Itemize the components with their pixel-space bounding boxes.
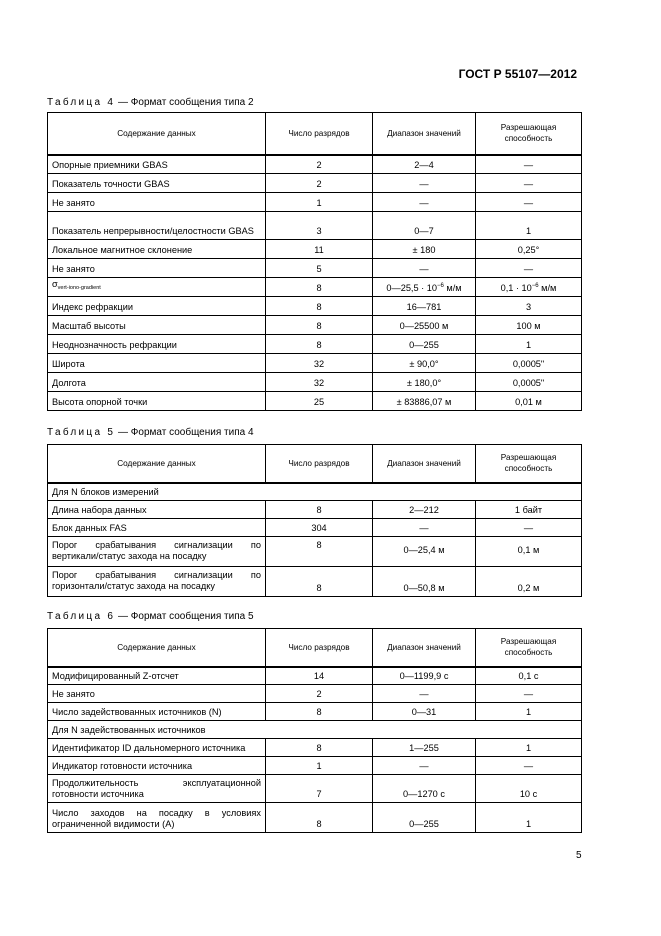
table-cell: —	[476, 193, 582, 212]
table-cell: Число заходов на посадку в условиях ограниченной видимости (A)	[48, 803, 266, 833]
table-cell: Для N задействованных источников	[48, 721, 582, 739]
col-header: Разрешающая способность	[476, 113, 582, 155]
table-row	[48, 373, 582, 392]
col-header: Число разрядов	[266, 445, 373, 483]
table-cell: Блок данных FAS	[48, 519, 266, 537]
table-cell: 0—1199,9 с	[373, 667, 476, 685]
table-cell: —	[476, 259, 582, 278]
table-cell: 0,25°	[476, 240, 582, 259]
table-cell: Долгота	[48, 373, 266, 392]
table-cell: 0—1270 с	[373, 775, 476, 803]
table-cell: Для N блоков измерений	[48, 483, 582, 501]
table-cell: —	[373, 174, 476, 193]
table-cell: 8	[266, 278, 373, 297]
table-cell: 0—255	[373, 803, 476, 833]
table-cell: ± 180,0°	[373, 373, 476, 392]
col-header: Разрешающая способность	[476, 629, 582, 667]
table-cell: —	[476, 519, 582, 537]
table-row	[48, 757, 582, 775]
table-cell: 100 м	[476, 316, 582, 335]
table-row	[48, 537, 582, 567]
table-cell: —	[476, 685, 582, 703]
table-cell: 0,1 с	[476, 667, 582, 685]
table-cell: —	[373, 193, 476, 212]
table-cell: 1	[476, 703, 582, 721]
table-cell: 7	[266, 775, 373, 803]
table-row	[48, 685, 582, 703]
table-cell: 8	[266, 739, 373, 757]
table-cell: 1	[476, 739, 582, 757]
table-cell: 1	[476, 212, 582, 240]
table-cell: Опорные приемники GBAS	[48, 155, 266, 174]
table-cell: 0,1 м	[476, 537, 582, 567]
table-cell: 3	[476, 297, 582, 316]
table-row	[48, 335, 582, 354]
table-row	[48, 354, 582, 373]
table-cell: —	[373, 685, 476, 703]
table-cell: Не занято	[48, 259, 266, 278]
table-row	[48, 174, 582, 193]
table-cell: Локальное магнитное склонение	[48, 240, 266, 259]
table-row	[48, 703, 582, 721]
table-cell: 0—50,8 м	[373, 567, 476, 597]
table-cell: 2	[266, 685, 373, 703]
table-row	[48, 212, 582, 240]
table-cell: 10 с	[476, 775, 582, 803]
table-cell: —	[373, 519, 476, 537]
col-header: Диапазон значений	[373, 113, 476, 155]
table-cell: 1 байт	[476, 501, 582, 519]
table5-caption: Таблица 5 — Формат сообщения типа 4	[47, 427, 254, 438]
table-cell: 304	[266, 519, 373, 537]
table-row	[48, 392, 582, 411]
table-cell: 0,0005"	[476, 354, 582, 373]
table-cell: Модифицированный Z-отсчет	[48, 667, 266, 685]
table-cell: 0—25,5 · $10^{-6}$ м/м	[373, 278, 476, 297]
table-cell: 1	[266, 193, 373, 212]
table-cell: 0—25500 м	[373, 316, 476, 335]
table-cell: 32	[266, 373, 373, 392]
table-row	[48, 193, 582, 212]
table-cell: 0—25,4 м	[373, 537, 476, 567]
table-cell: 8	[266, 297, 373, 316]
table-cell: —	[476, 155, 582, 174]
table-cell: 32	[266, 354, 373, 373]
table6-caption: Таблица 6 — Формат сообщения типа 5	[47, 611, 254, 622]
table-cell: 2	[266, 155, 373, 174]
table-cell: 0—31	[373, 703, 476, 721]
table-cell: 0—7	[373, 212, 476, 240]
table-cell: ± 83886,07 м	[373, 392, 476, 411]
col-header: Разрешающая способность	[476, 445, 582, 483]
table-row	[48, 240, 582, 259]
table-cell: Неоднозначность рефракции	[48, 335, 266, 354]
table-cell: 14	[266, 667, 373, 685]
table-cell: 8	[266, 501, 373, 519]
col-header: Диапазон значений	[373, 629, 476, 667]
table-cell: 8	[266, 316, 373, 335]
table-cell: Число задействованных источников (N)	[48, 703, 266, 721]
section-row	[48, 721, 582, 739]
table-row	[48, 567, 582, 597]
table-header-row	[48, 445, 582, 483]
table-row	[48, 775, 582, 803]
table-cell: Показатель точности GBAS	[48, 174, 266, 193]
table-cell: Порог срабатывания сигнализации по горизонтали/статус захода на посадку	[48, 567, 266, 597]
table-cell: 0,2 м	[476, 567, 582, 597]
table4	[47, 112, 582, 411]
page-number: 5	[576, 850, 582, 861]
table-row	[48, 519, 582, 537]
table-cell: 0,0005"	[476, 373, 582, 392]
table-cell: 25	[266, 392, 373, 411]
table-cell: Идентификатор ID дальномерного источника	[48, 739, 266, 757]
table-cell: 8	[266, 703, 373, 721]
table-header-row	[48, 113, 582, 155]
table-cell: 3	[266, 212, 373, 240]
table-cell: 1	[266, 757, 373, 775]
table-cell: —	[476, 174, 582, 193]
document-designation: ГОСТ Р 55107—2012	[458, 67, 577, 81]
table-cell: 1	[476, 335, 582, 354]
table-cell: 1—255	[373, 739, 476, 757]
table-cell: $0,1 \cdot 10^{-6}$ м/м	[476, 278, 582, 297]
table4-caption: Таблица 4 — Формат сообщения типа 2	[47, 97, 254, 108]
table-cell: 8	[266, 567, 373, 597]
table-cell: Не занято	[48, 685, 266, 703]
table-cell: —	[476, 757, 582, 775]
table-row	[48, 278, 582, 297]
col-header: Число разрядов	[266, 113, 373, 155]
table-cell: ± 90,0°	[373, 354, 476, 373]
table-row	[48, 803, 582, 833]
table-row	[48, 501, 582, 519]
table-cell: 0,01 м	[476, 392, 582, 411]
table-cell: Не занято	[48, 193, 266, 212]
col-header: Число разрядов	[266, 629, 373, 667]
table-cell: 2—212	[373, 501, 476, 519]
table-cell: 2—4	[373, 155, 476, 174]
table-header-row	[48, 629, 582, 667]
table-cell: 8	[266, 803, 373, 833]
table-row	[48, 739, 582, 757]
table-cell: Высота опорной точки	[48, 392, 266, 411]
table-cell: 0—255	[373, 335, 476, 354]
col-header: Содержание данных	[48, 445, 266, 483]
table-row	[48, 316, 582, 335]
table-cell: $\sigma_{vert-iono-gradient}$	[48, 278, 266, 297]
table-cell: —	[373, 259, 476, 278]
table-cell: Масштаб высоты	[48, 316, 266, 335]
table-cell: 11	[266, 240, 373, 259]
table-cell: 8	[266, 335, 373, 354]
table-row	[48, 667, 582, 685]
table-cell: ± 180	[373, 240, 476, 259]
col-header: Содержание данных	[48, 113, 266, 155]
table-cell: Индекс рефракции	[48, 297, 266, 316]
table-cell: Показатель непрерывности/целостности GBAS	[48, 212, 266, 240]
table-cell: 5	[266, 259, 373, 278]
table-cell: 8	[266, 537, 373, 567]
col-header: Диапазон значений	[373, 445, 476, 483]
table-cell: 1	[476, 803, 582, 833]
table-cell: —	[373, 757, 476, 775]
table-row	[48, 259, 582, 278]
table6	[47, 628, 582, 833]
table-cell: Индикатор готовности источника	[48, 757, 266, 775]
table-cell: Порог срабатывания сигнализации по вертикали/статус захода на посадку	[48, 537, 266, 567]
table-row	[48, 155, 582, 174]
table-cell: 2	[266, 174, 373, 193]
table-cell: Широта	[48, 354, 266, 373]
table-cell: Длина набора данных	[48, 501, 266, 519]
table-cell: Продолжительность эксплуатационной готовности источника	[48, 775, 266, 803]
table5	[47, 444, 582, 597]
section-row	[48, 483, 582, 501]
table-cell: 16—781	[373, 297, 476, 316]
table-row	[48, 297, 582, 316]
col-header: Содержание данных	[48, 629, 266, 667]
